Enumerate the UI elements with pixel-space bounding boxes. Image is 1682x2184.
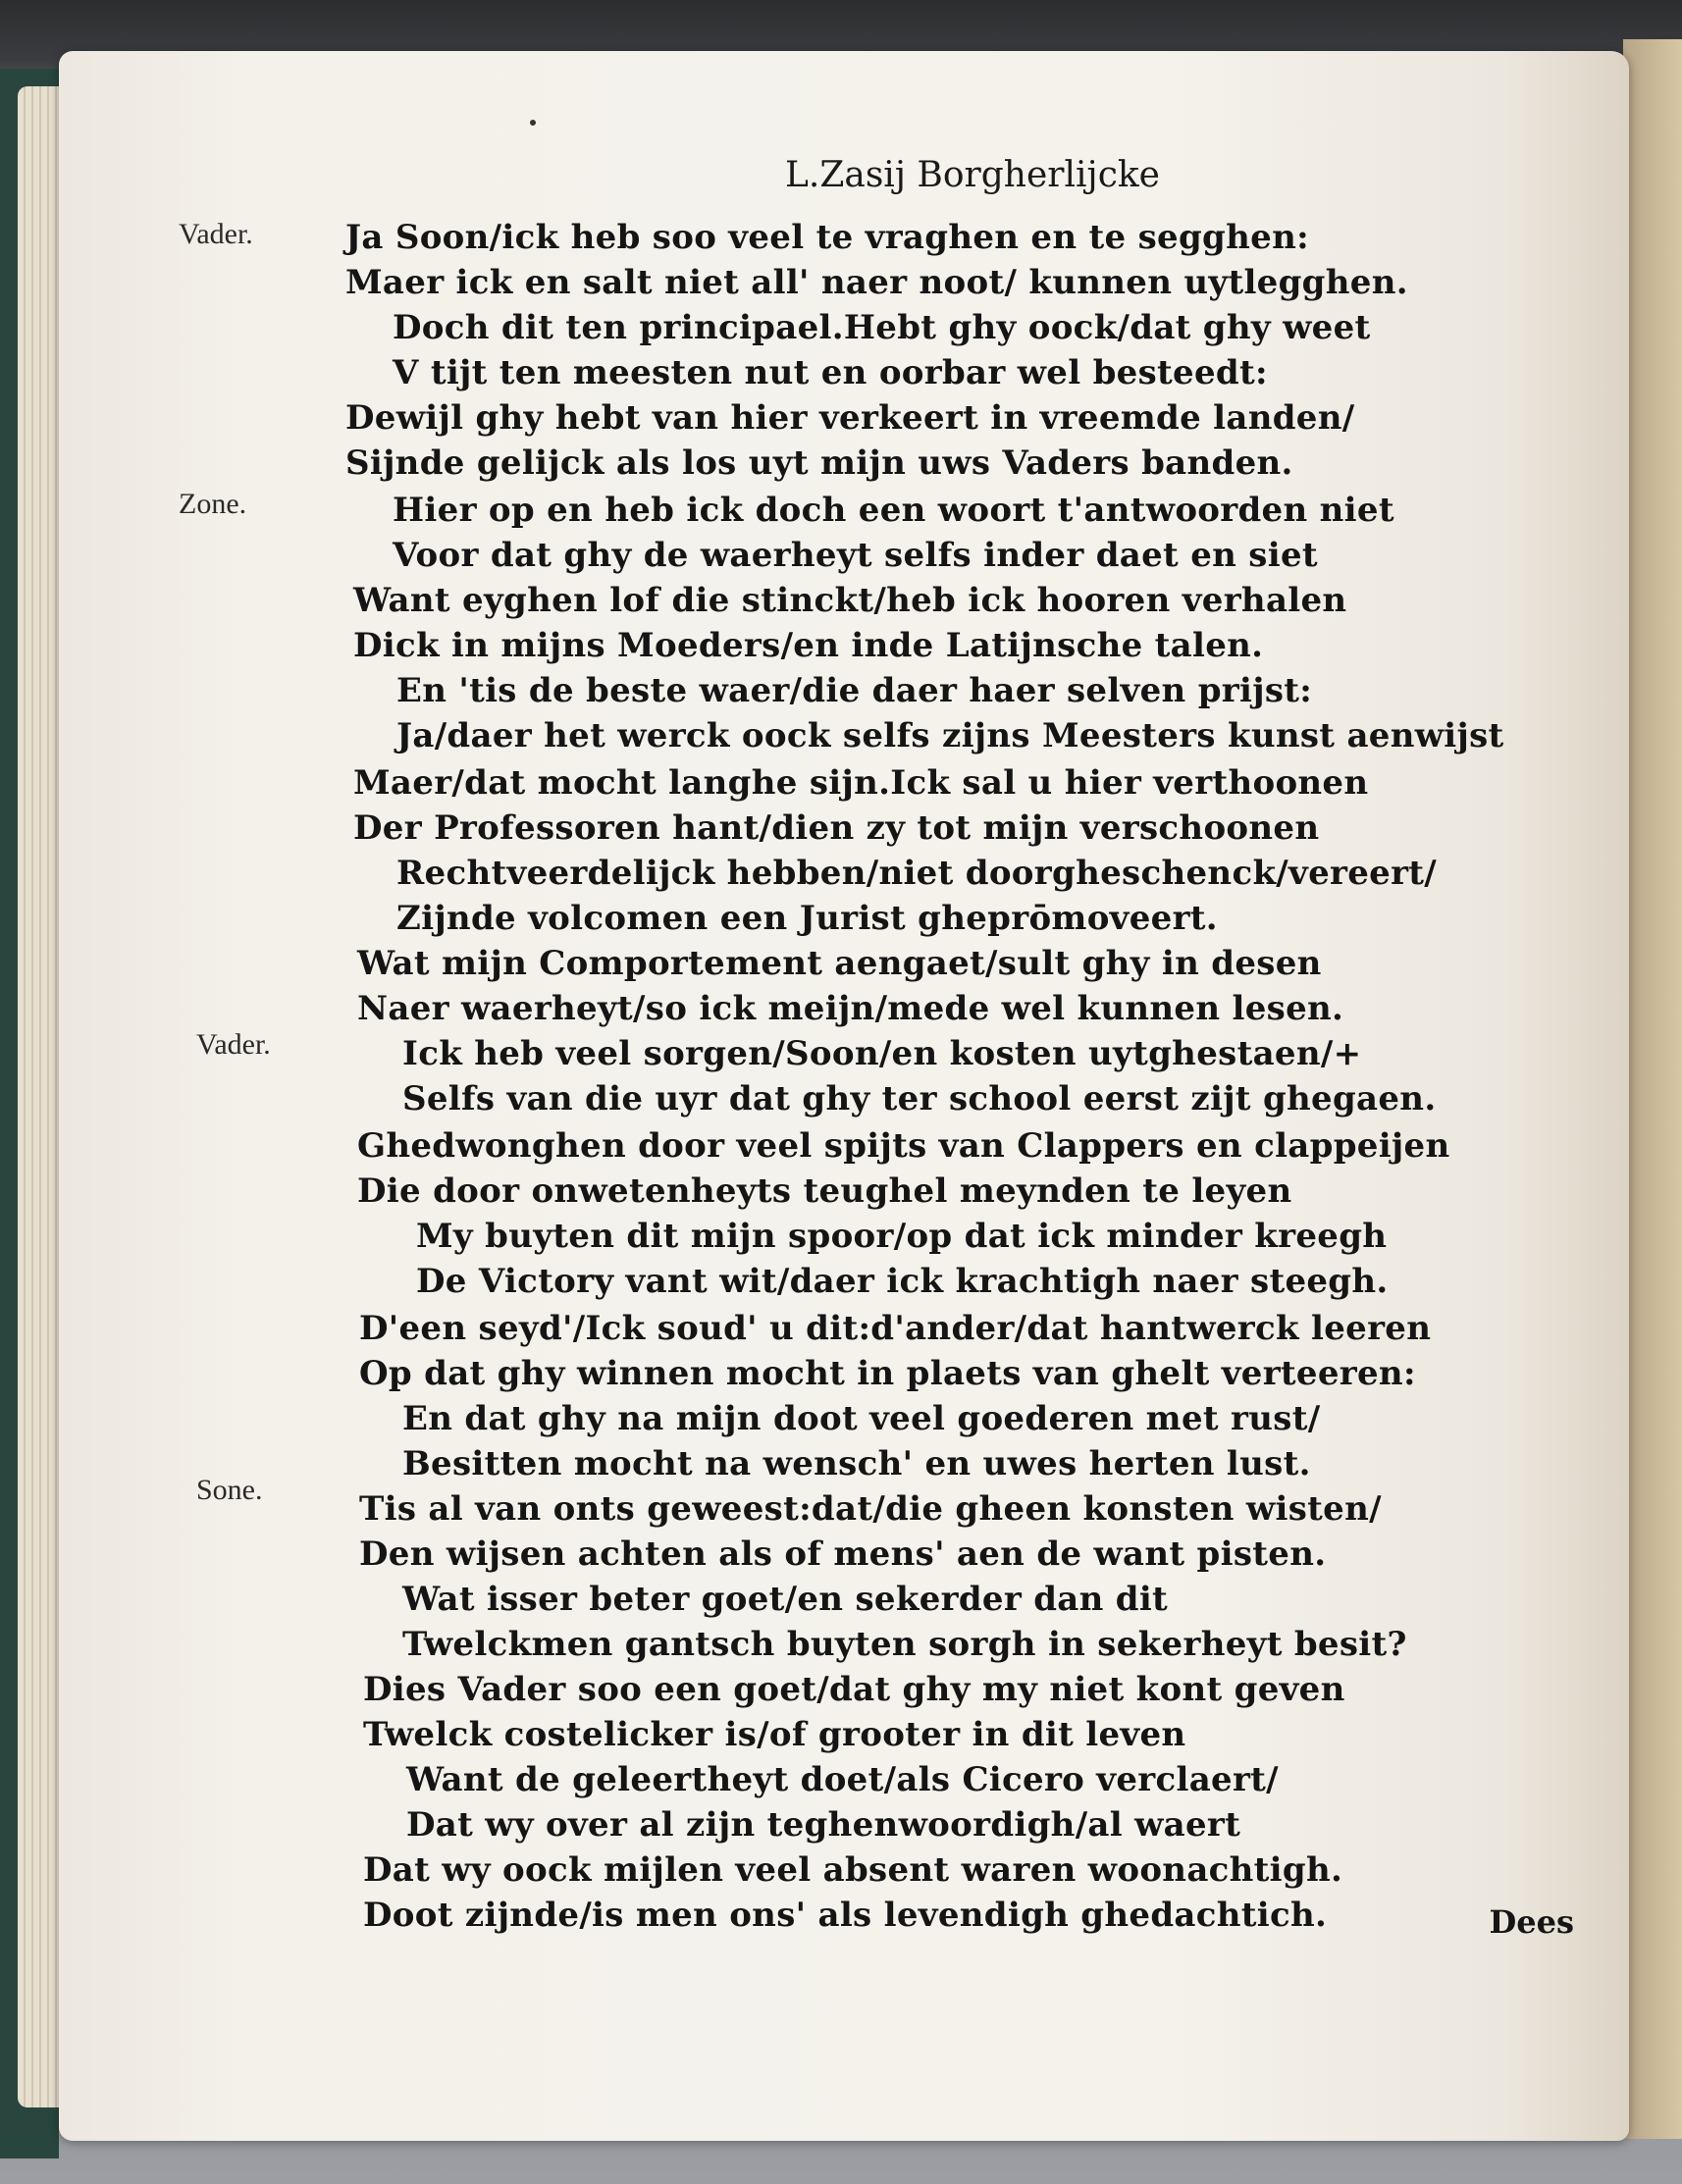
adjacent-page-edge (1623, 39, 1682, 2139)
speaker-label: Sone. (196, 1474, 263, 1506)
verse-line: Zijnde volcomen een Jurist gheprōmoveert. (396, 899, 1218, 938)
verse-line: Doch dit ten principael.Hebt ghy oock/dat ghy weet (393, 308, 1371, 347)
verse-line: Maer ick en salt niet all' naer noot/ kunnen uytlegghen. (345, 263, 1408, 302)
catchword: Dees (1489, 1903, 1574, 1941)
verse-line: Twelck costelicker is/of grooter in dit leven (363, 1715, 1186, 1754)
running-header: L.Zasij Borgherlijcke (785, 155, 1160, 195)
verse-line: Doot zijnde/is men ons' als levendigh ghedachtich. (363, 1896, 1328, 1935)
verse-line: Voor dat ghy de waerheyt selfs inder daet en siet (393, 536, 1318, 575)
speaker-label: Vader. (196, 1028, 271, 1061)
verse-line: Besitten mocht na wensch' en uwes herten lust. (402, 1444, 1311, 1483)
verse-line: Twelckmen gantsch buyten sorgh in sekerheyt besit? (402, 1625, 1407, 1664)
verse-line: V tijt ten meesten nut en oorbar wel besteedt: (393, 353, 1268, 392)
verse-line: Sijnde gelijck als los uyt mijn uws Vaders banden. (345, 443, 1293, 483)
verse-line: D'een seyd'/Ick soud' u dit:d'ander/dat hantwerck leeren (359, 1309, 1432, 1348)
verse-line: Ick heb veel sorgen/Soon/en kosten uytghestaen/+ (402, 1034, 1362, 1073)
speaker-label: Vader. (179, 218, 253, 250)
verse-line: De Victory vant wit/daer ick krachtigh naer steegh. (416, 1262, 1389, 1301)
verse-line: Op dat ghy winnen mocht in plaets van ghelt verteeren: (359, 1354, 1416, 1393)
verse-line: Tis al van onts geweest:dat/die gheen konsten wisten/ (359, 1489, 1382, 1529)
verse-line: Den wijsen achten als of mens' aen de want pisten. (359, 1534, 1327, 1574)
verse-line: Dat wy oock mijlen veel absent waren woonachtigh. (363, 1850, 1343, 1890)
ink-speck (530, 120, 536, 126)
verse-line: En 'tis de beste waer/die daer haer selven prijst: (396, 671, 1313, 710)
verse-line: Ja Soon/ick heb soo veel te vraghen en te segghen: (345, 218, 1309, 257)
verse-line: Ghedwonghen door veel spijts van Clappers en clappeijen (357, 1126, 1450, 1166)
verse-line: Selfs van die uyr dat ghy ter school eerst zijt ghegaen. (402, 1079, 1437, 1118)
verse-line: Dat wy over al zijn teghenwoordigh/al waert (406, 1805, 1241, 1845)
verse-line: Ja/daer het werck oock selfs zijns Meesters kunst aenwijst (396, 716, 1504, 755)
verse-line: Der Professoren hant/dien zy tot mijn verschoonen (353, 808, 1320, 848)
verse-line: My buyten dit mijn spoor/op dat ick minder kreegh (416, 1217, 1388, 1256)
verse-line: Rechtveerdelijck hebben/niet doorgheschenck/vereert/ (396, 854, 1438, 893)
verse-line: Naer waerheyt/so ick meijn/mede wel kunnen lesen. (357, 989, 1344, 1028)
verse-line: Dies Vader soo een goet/dat ghy my niet kont geven (363, 1670, 1345, 1709)
verse-line: Wat isser beter goet/en sekerder dan dit (402, 1580, 1169, 1619)
verse-line: Want de geleertheyt doet/als Cicero verclaert/ (406, 1760, 1279, 1799)
verse-line: Maer/dat mocht langhe sijn.Ick sal u hier verthoonen (353, 763, 1369, 803)
verse-line: En dat ghy na mijn doot veel goederen met rust/ (402, 1399, 1321, 1438)
verse-line: Wat mijn Comportement aengaet/sult ghy in desen (357, 944, 1322, 983)
verse-line: Hier op en heb ick doch een woort t'antwoorden niet (393, 491, 1394, 530)
verse-line: Die door onwetenheyts teughel meynden te leyen (357, 1171, 1292, 1211)
verse-line: Want eyghen lof die stinckt/heb ick hooren verhalen (353, 581, 1347, 620)
speaker-label: Zone. (179, 488, 247, 520)
verse-line: Dick in mijns Moeders/en inde Latijnsche talen. (353, 626, 1264, 665)
verse-line: Dewijl ghy hebt van hier verkeert in vreemde landen/ (345, 398, 1355, 438)
